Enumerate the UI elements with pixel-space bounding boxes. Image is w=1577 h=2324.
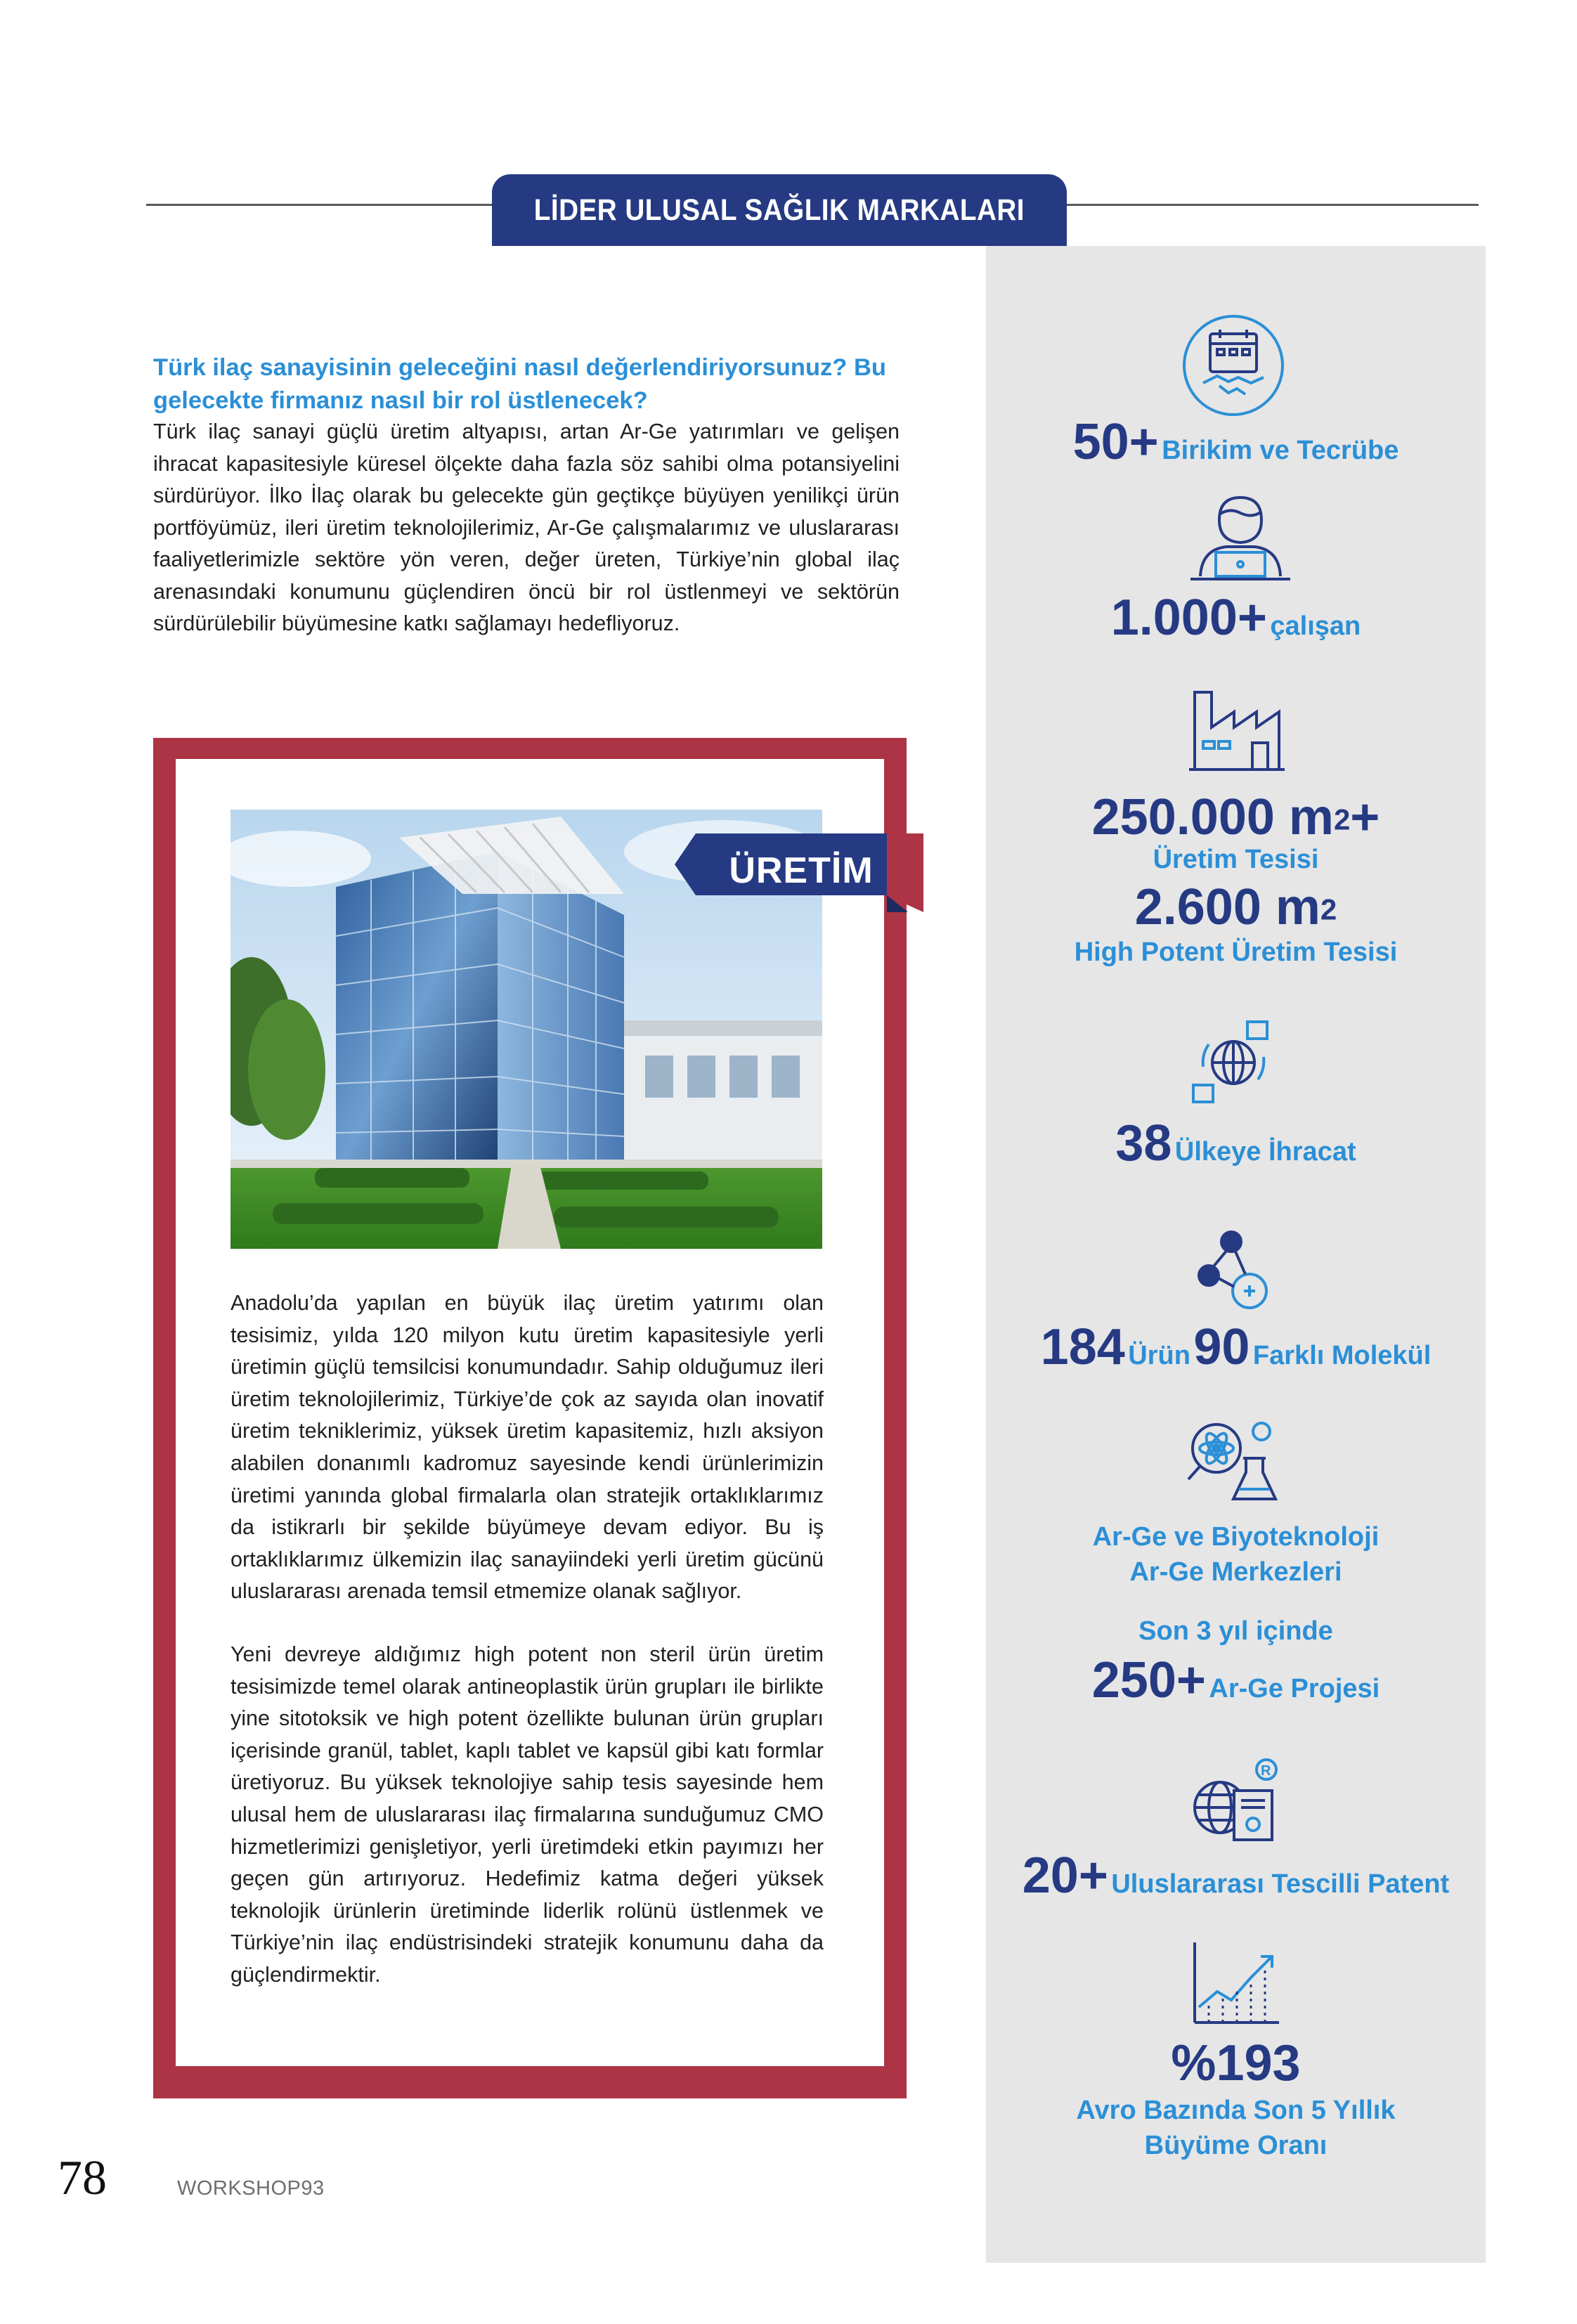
employee-laptop-icon [1188,492,1293,583]
section-title-tab [492,174,1067,246]
interview-answer: Türk ilaç sanayi güçlü üretim altyapısı, artan Ar-Ge yatırımları ve gelişen ihracat kapasitesiyle küresel ölçekte daha fazla söz sahibi olma potansiyelini sürdürüyor. İlko İlaç olarak bu gelecekte gün geçtikçe büyüyen yenilikçi ürün portföyümüz, ileri üretim teknolojilerimiz, Ar-Ge çalışmalarımız ve uluslararası faaliyetlerimizle sektöre yön veren, değer üreten, Türkiye’nin global ilaç arenasındaki konumunu güçlendiren öncü bir rol üstlenmeyi ve sektörün sürdürülebilir büyümesine katkı sağlamayı hedefliyoruz. [153,420,900,635]
science-icon [1184,1416,1283,1507]
stat-patents: 20+ Uluslararası Tescilli Patent [1022,1848,1450,1904]
interview-question: Türk ilaç sanayisinin geleceğini nasıl değerlendiriyorsunuz? Bu gelecekte firmanız nasıl bir rol üstlenecek? [153,354,886,414]
stat-rnd-projects: 250+ Ar-Ge Projesi [1091,1652,1380,1708]
stat-rnd-centers: Ar-Ge ve Biyoteknoloji Ar-Ge Merkezleri [1092,1522,1380,1587]
growth-chart-icon [1188,1940,1283,2031]
globe-export-icon [1188,1019,1279,1107]
stat-export: 38 Ülkeye İhracat [1115,1115,1356,1171]
stat-experience: 50+ Birikim ve Tecrübe [1072,414,1399,470]
factory-icon [1188,685,1286,773]
patent-certificate-icon [1188,1757,1283,1848]
stat-facility-label: Üretim Tesisi [1153,845,1319,874]
production-paragraph: Yeni devreye aldığımız high potent non steril ürün üretim tesisimizde temel olarak antineoplastik ürün grupları ile birlikte yine sitotoksik ve high potent özellikte bulunan ürün grupları içerisinde granül, tablet, kaplı tablet ve kapsül gibi katı formlar üretiyoruz. Bu yüksek teknolojiye sahip tesis sayesinde hem ulusal hem de uluslararası ilaç firmalarına sunduğumuz CMO hizmetlerimizi genişletiyor, yerli üretimdeki etkin payımızı her geçen gün artırıyoruz. Hedefimiz katma değeri yüksek teknolojik ürünlerin üretiminde liderlik rolünü üstlenmek ve Türkiye’nin ilaç endüstrisindeki stratejik konumunu daha da güçlendirmektir. [231,1642,824,1987]
stat-growth-label: Avro Bazında Son 5 Yıllık Büyüme Oranı [1076,2096,1396,2160]
production-tag: ÜRETİM [729,850,874,891]
stat-facility: 250.000 $m^2+$ [1091,789,1380,845]
stat-high-potent: 2.600 $m^2$ [1134,879,1337,935]
stat-employees: 1.000+ çalışan [1110,590,1361,646]
stat-high-potent-label: High Potent Üretim Tesisi [1074,937,1398,967]
calendar-handshake-icon [1181,313,1286,418]
magazine-name: WORKSHOP93 [177,2177,325,2200]
page-number: 78 [58,2151,107,2205]
stat-products: 184 Ürün 90 Farklı Molekül [1040,1319,1432,1375]
production-paragraph: Anadolu’da yapılan en büyük ilaç üretim yatırımı olan tesisimiz, yılda 120 milyon kutu üretim kapasitesiyle yerli üretimin güçlü temsilcisi konumundadır. Sahip olduğumuz ileri üretim teknolojilerimiz, Türkiye’de çok az sayıda olan inovatif üretim tekniklerimiz, yüksek üretim kapasitemiz, hızlı aksiyon alabilen donanımlı kadromuz sayesinde kendi ürünlerimizin üretimi yanında global firmalarla olan stratejik ortaklıklarımız da istikrarlı bir şekilde büyümeye devam ediyor. Bu iş ortaklıklarımız ülkemizin ilaç sanayiindeki yerli üretim gücünü uluslararası arenada temsil etmemize olanak sağlıyor. [231,1291,824,1604]
svg-text:R: R [1261,1763,1271,1779]
production-body [231,1287,824,2022]
section-title: LİDER ULUSAL SAĞLIK MARKALARI [533,193,1025,227]
stat-rnd-projects-pre: Son 3 yıl içinde [1138,1616,1333,1646]
stat-growth: %193 [1171,2035,1301,2091]
molecule-icon [1188,1226,1279,1314]
